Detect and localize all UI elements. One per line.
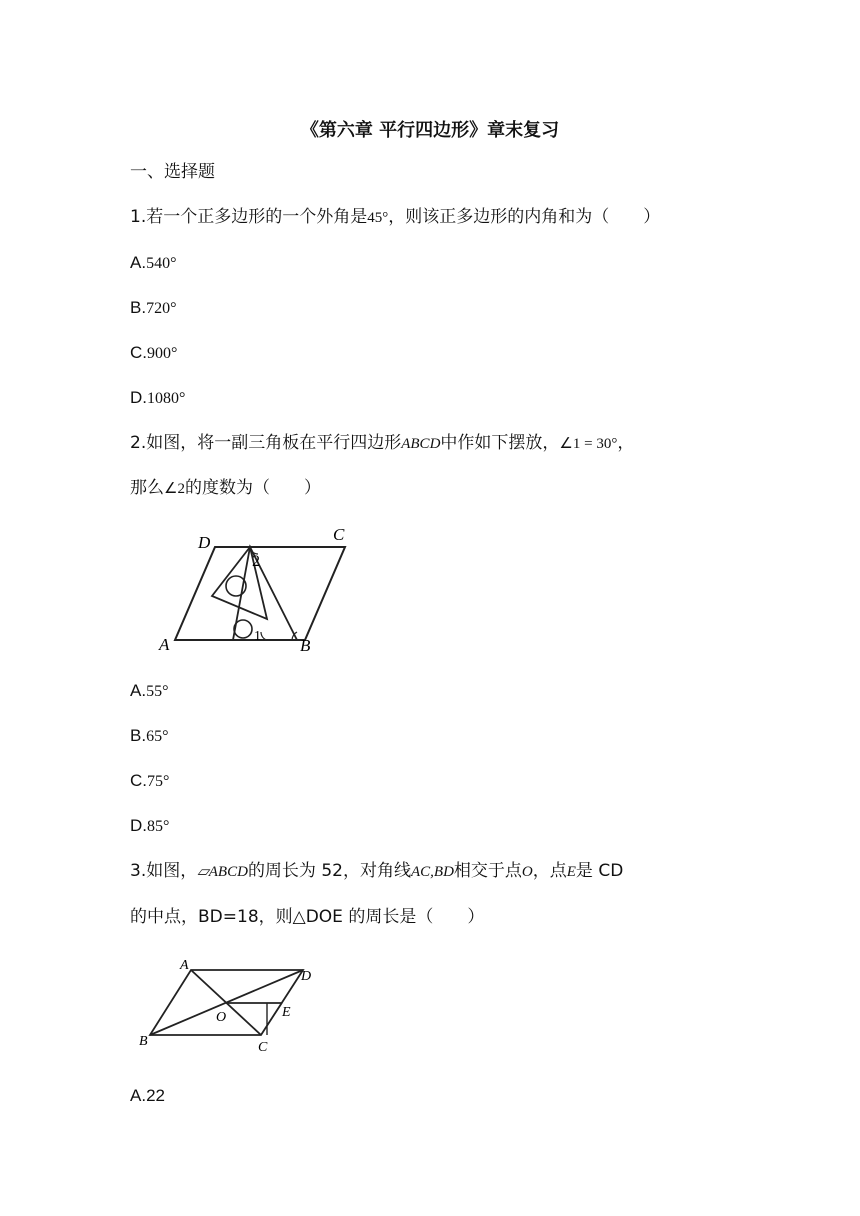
label-d: D	[301, 969, 312, 984]
page-title: 《第六章 平行四边形》章末复习	[300, 120, 560, 141]
label-c: C	[333, 525, 345, 544]
question-3-line-2: 的中点，BD=18，则△DOE 的周长是（ ）	[130, 907, 485, 927]
angle-2: ∠2	[164, 481, 185, 497]
q1-prefix: 1.若一个正多边形的一个外角是	[130, 207, 368, 227]
q2-figure	[140, 518, 360, 658]
point-e: E	[566, 864, 576, 880]
label-e: E	[282, 1005, 291, 1020]
parallelogram-abcd	[175, 547, 345, 640]
parallelogram-symbol: ▱ABCD	[197, 864, 248, 880]
q2-option-c[interactable]: C.75°	[130, 771, 170, 790]
q1-suffix: ，则该正多边形的内角和为（ ）	[388, 207, 661, 227]
angle-1-condition: ∠1 = 30°	[559, 436, 618, 452]
q3-figure	[135, 955, 325, 1055]
point-o: O	[521, 864, 533, 880]
label-b: B	[139, 1034, 148, 1049]
label-a: A	[159, 635, 170, 654]
q1-option-c[interactable]: C.900°	[130, 343, 178, 362]
label-1: 1	[254, 629, 261, 644]
ruler-hole-2	[234, 620, 252, 638]
label-a: A	[180, 958, 189, 973]
question-2-line-1: 2.如图，将一副三角板在平行四边形ABCD中作如下摆放，∠1 = 30°，	[130, 433, 635, 453]
q1-option-b[interactable]: B.720°	[130, 298, 177, 317]
diagonals: AC,BD	[410, 864, 454, 880]
label-o: O	[216, 1010, 227, 1025]
label-c: C	[258, 1040, 268, 1055]
q3-option-a[interactable]: A.22	[130, 1086, 165, 1105]
question-3-line-1: 3.如图，▱ABCD的周长为 52，对角线AC,BD相交于点O，点E是 CD	[130, 861, 624, 881]
label-d: D	[198, 533, 211, 552]
question-2-line-2: 那么∠2的度数为（ ）	[130, 478, 321, 498]
question-1	[130, 206, 660, 229]
section-heading: 一、选择题	[130, 162, 215, 182]
shape-abcd: ABCD	[401, 436, 441, 452]
segment-ce	[261, 1003, 282, 1035]
q1-angle: 45°	[367, 210, 389, 226]
label-2: 2	[252, 553, 260, 570]
q2-option-d[interactable]: D.85°	[130, 816, 170, 835]
label-b: B	[300, 636, 311, 655]
q2-option-a[interactable]: A.55°	[130, 681, 169, 700]
q1-option-a[interactable]: A.540°	[130, 253, 177, 272]
q1-option-d[interactable]: D.1080°	[130, 388, 186, 407]
q2-option-b[interactable]: B.65°	[130, 726, 169, 745]
